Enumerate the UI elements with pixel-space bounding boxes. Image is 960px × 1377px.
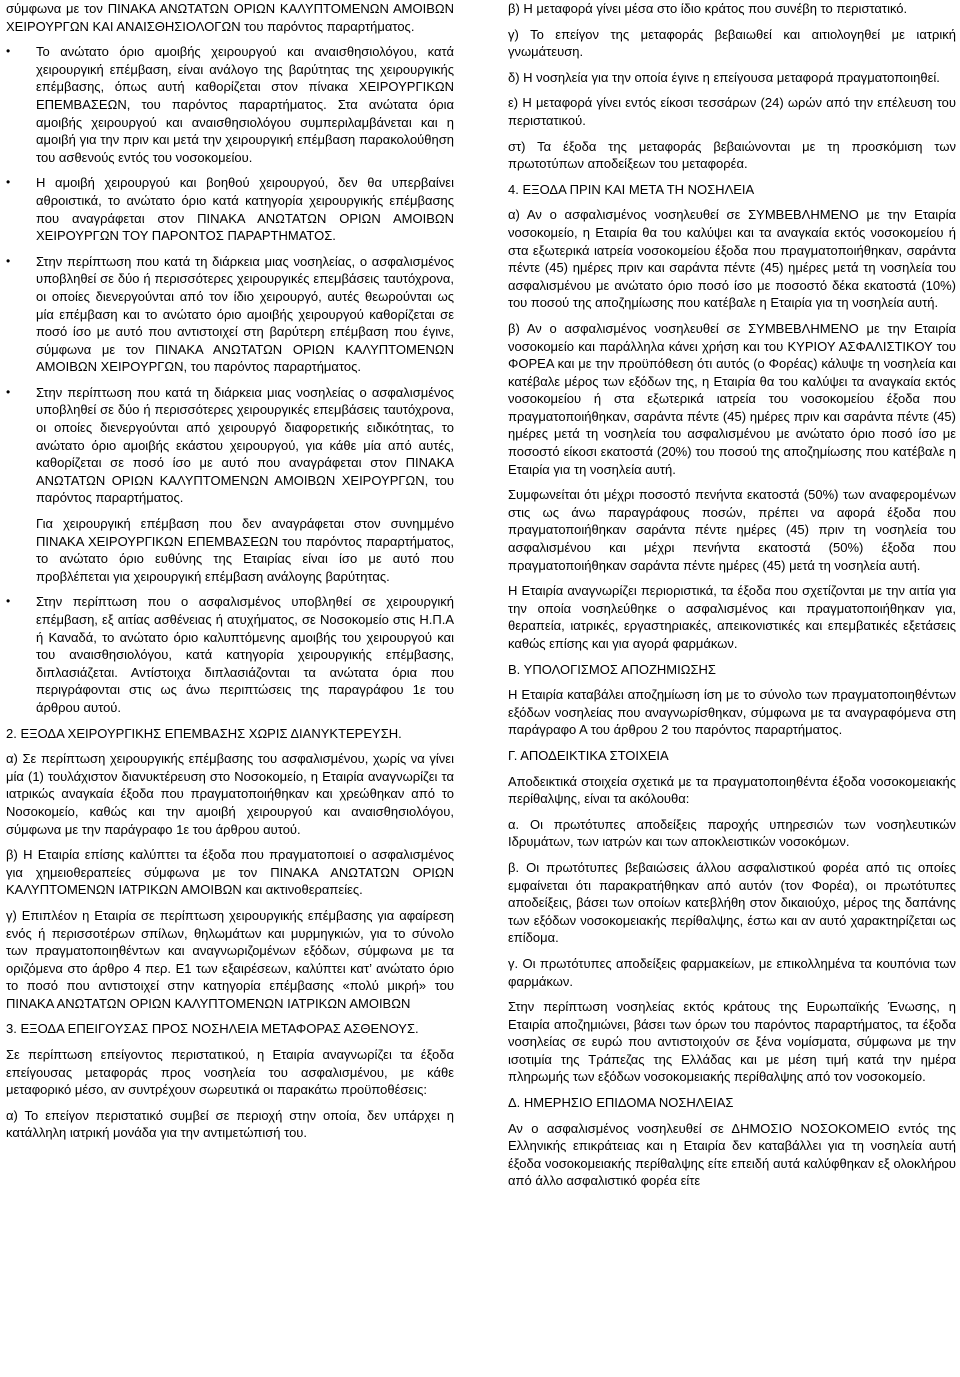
section-g-heading: Γ. ΑΠΟΔΕΙΚΤΙΚΑ ΣΤΟΙΧΕΙΑ	[508, 747, 669, 763]
bullet-continuation: Για χειρουργική επέμβαση που δεν αναγράφεται στον συνημμένο ΠΙΝΑΚΑ ΧΕΙΡΟΥΡΓΙΚΩΝ ΕΠΕΜΒΑΣΕΩΝ του παρόντος παραρτήματος, το ανώτατο όριο ευθύνης της Εταιρίας είναι ίσο με αυτό που προβλέπεται για χειρουργική επέμβαση ανάλογης βαρύτητας.	[36, 516, 454, 584]
section-d-text: Αν ο ασφαλισμένος νοσηλευθεί σε ΔΗΜΟΣΙΟ ΝΟΣΟΚΟΜΕΙΟ εντός της Ελληνικής επικράτειας και η Εταιρία δεν καταβάλλει για τη νοσηλεία αυτή έξοδα νοσοκομειακής περίθαλψης είτε επειδή αυτά καλύφθηκαν εξ ολοκλήρου από άλλο ασφαλιστικό φορέα είτε	[508, 1120, 956, 1189]
section-g-intro: Αποδεικτικά στοιχεία σχετικά με τα πραγματοποιηθέντα έξοδα νοσοκομειακής περίθαλψης, είναι τα ακόλουθα:	[508, 773, 956, 807]
section-g-item-c: γ. Οι πρωτότυπες αποδείξεις φαρμακείων, με επικολλημένα τα κουπόνια των φαρμάκων.	[508, 955, 956, 989]
section-3-item-b: β) Η μεταφορά γίνει μέσα στο ίδιο κράτος που συνέβη το περιστατικό.	[508, 1, 908, 16]
section-b-heading: Β. ΥΠΟΛΟΓΙΣΜΟΣ ΑΠΟΖΗΜΙΩΣΗΣ	[508, 661, 716, 677]
section-d-heading: Δ. ΗΜΕΡΗΣΙΟ ΕΠΙΔΟΜΑ ΝΟΣΗΛΕΙΑΣ	[508, 1095, 734, 1111]
section-b-text: Η Εταιρία καταβάλει αποζημίωση ίση με το σύνολο των πραγματοποιηθέντων εξόδων νοσηλείας που αναγνωρίσθηκαν, σύμφωνα με τα αναγραφόμενα στη παράγραφο Α του άρθρου 2 του παρόντος παραρτήματος.	[508, 687, 956, 738]
section-g-item-b: β. Οι πρωτότυπες βεβαιώσεις άλλου ασφαλιστικού φορέα από τις οποίες εμφαίνεται ότι παρακρατήθηκαν από αυτόν (τον Φορέα), οι πρωτότυπες αποδείξεις, βάσει των οποίων κατεβλήθη στον δικαιούχο, μέρος της δαπάνης των εξόδων νοσοκομειακής περίθαλψης, έστω και αν αυτό χαρακτηρίζεται ως επίδομα.	[508, 859, 956, 946]
bullet-item: • Στην περίπτωση που κατά τη διάρκεια μιας νοσηλείας ο ασφαλισμένος υποβληθεί σε δύο ή περισσότερες χειρουργικές επεμβάσεις ταυτόχρονα, οι οποίες διενεργούνται από χειρουργό διαφορετικής ειδικότητας, το ανώτατο όριο αμοιβής εκάστου χειρουργού, για κάθε μία από αυτές, καθορίζεται σε ποσό ίσο με αυτό που αναγράφεται στον ΠΙΝΑΚΑ ΑΝΩΤΑΤΩΝ ΟΡΙΩΝ ΚΑΛΥΠΤΟΜΕΝΩΝ ΑΜΟΙΒΩΝ ΧΕΙΡΟΥΡΓΩΝ, του παρόντος παραρτήματος.	[6, 384, 454, 507]
section-3-item-d: δ) Η νοσηλεία για την οποία έγινε η επείγουσα μεταφορά πραγματοποιηθεί.	[508, 69, 940, 85]
section-3-item-e: ε) Η μεταφορά γίνει εντός είκοσι τεσσάρων (24) ωρών από την επέλευση του περιστατικού.	[508, 95, 956, 128]
right-column	[508, 0, 956, 1198]
section-4-heading: 4. ΕΞΟΔΑ ΠΡΙΝ ΚΑΙ ΜΕΤΑ ΤΗ ΝΟΣΗΛΕΙΑ	[508, 181, 755, 197]
section-3-heading: 3. ΕΞΟΔΑ ΕΠΕΙΓΟΥΣΑΣ ΠΡΟΣ ΝΟΣΗΛΕΙΑ ΜΕΤΑΦΟΡΑΣ ΑΣΘΕΝΟΥΣ.	[6, 1021, 419, 1037]
section-g-item-a: α. Οι πρωτότυπες αποδείξεις παροχής υπηρεσιών των νοσηλευτικών Ιδρυμάτων, των ιατρών και των απoκλειστικών νοσοκόμων.	[508, 816, 956, 850]
section-3-item-a: α) Το επείγον περιστατικό συμβεί σε περιοχή στην οποία, δεν υπάρχει η κατάλληλη ιατρική μονάδα για την αντιμετώπισή του.	[6, 1107, 454, 1141]
bullet-item: • Στην περίπτωση που κατά τη διάρκεια μιας νοσηλείας, ο ασφαλισμένος υποβληθεί σε δύο ή περισσότερες χειρουργικές επεμβάσεις ταυτόχρονα, οι οποίες διενεργούνται από τον ίδιο χειρουργό, αυτές θεωρούνται ως μία επέμβαση και το ανώτατο όριο αμοιβής χειρουργού καθορίζεται σε ποσό ίσο με αυτό που αντιστοιχεί στη βαρύτερη επέμβαση που έγινε, σύμφωνα με τον ΠΙΝΑΚΑ ΑΝΩΤΑΤΩΝ ΟΡΙΩΝ ΚΑΛΥΠΤΟΜΕΝΩΝ ΑΜΟΙΒΩΝ ΧΕΙΡΟΥΡΓΩΝ, του παρόντος παραρτήματος.	[6, 253, 454, 376]
section-4-item-a: α) Αν ο ασφαλισμένος νοσηλευθεί σε ΣΥΜΒΕΒΛΗΜΕΝΟ με την Εταιρία νοσοκομείο, η Εταιρία θα του καλύψει και τα αναγκαία εκτός νοσοκομείου ή στα εξωτερικά ιατρεία νοσοκομείου έξοδα που πραγματοποιήθηκαν, σαράντα πέντε (45) ημέρες πριν και σαράντα πέντε (45) ημέρες μετά τη νοσηλεία του ασφαλισμένου με ανώτατο όριο ποσό ίσο με ποσοστό δέκα εκατοστά (10%) του ποσού της αποζημίωσης που κατέβαλε η Εταιρία για τη νοσηλεία αυτή.	[508, 207, 956, 311]
intro-paragraph: σύμφωνα με τον ΠΙΝΑΚΑ ΑΝΩΤΑΤΩΝ ΟΡΙΩΝ ΚΑΛΥΠΤΟΜΕΝΩΝ ΑΜΟΙΒΩΝ ΧΕΙΡΟΥΡΓΩΝ ΚΑΙ ΑΝΑΙΣΘΗΣΙΟΛΟΓΩΝ του παρόντος παραρτήματος.	[6, 1, 454, 34]
section-3-item-f: στ) Τα έξοδα της μεταφοράς βεβαιώνονται με τη προσκόμιση των πρωτοτύπων αποδείξεων του μεταφορέα.	[508, 138, 956, 172]
bullet-item: • Στην περίπτωση που ο ασφαλισμένος υποβληθεί σε χειρουργική επέμβαση, εξ αιτίας ασθένειας ή ατυχήματος, σε Νοσοκομείο στις Η.Π.Α ή Καναδά, το ανώτατο όριο καλυπτόμενης αμοιβής του χειρουργού και του αναισθησιολόγου, κατά κατηγορία χειρουργικής επέμβασης, διπλασιάζεται. Αντίστοιχα διπλασιάζονται τα ανώτατα όρια που περιγράφονται στις ως άνω περιπτώσεις της παραγράφου 1ε του άρθρου αυτού.	[6, 593, 454, 716]
section-3-intro: Σε περίπτωση επείγοντος περιστατικού, η Εταιρία αναγνωρίζει τα έξοδα επείγουσας μεταφοράς προς νοσηλεία του ασφαλισμένου, με κάθε μεταφορικό μέσο, αν συντρέχουν σωρευτικά οι παρακάτω προϋποθέσεις:	[6, 1047, 454, 1098]
section-2-item-b: β) Η Εταιρία επίσης καλύπτει τα έξοδα που πραγματοποιεί ο ασφαλισμένος για χημειοθεραπείες σύμφωνα με τον ΠΙΝΑΚΑ ΑΝΩΤΑΤΩΝ ΟΡΙΩΝ ΚΑΛΥΠΤΟΜΕΝΩΝ ΙΑΤΡΙΚΩΝ ΑΜΟΙΒΩΝ και ακτινοθεραπείες.	[6, 847, 454, 898]
section-2-heading: 2. ΕΞΟΔΑ ΧΕΙΡΟΥΡΓΙΚΗΣ ΕΠΕΜΒΑΣΗΣ ΧΩΡΙΣ ΔΙΑΝΥΚΤΕΡΕΥΣΗ.	[6, 725, 402, 741]
section-2-item-c: γ) Επιπλέον η Εταιρία σε περίπτωση χειρουργικής επέμβασης για αφαίρεση ενός ή περισσοτέρων σπίλων, θηλωμάτων και μυρμηγκιών, για το σύνολο των πραγματοποιηθέντων και αναγνωριζομένων εξόδων, σύμφωνα με τα οριζόμενα στο άρθρο 4 περ. Ε1 των εξαιρέσεων, καλύπτει κατ’ ανώτατο όριο το ποσό που αντιστοιχεί στην κατηγορία επέμβασης «πολύ μικρή» του ΠΙΝΑΚΑ ΑΝΩΤΑΤΩΝ ΟΡΙΩΝ ΚΑΛΥΠΤΟΜΕΝΩΝ ΙΑΤΡΙΚΩΝ ΑΜΟΙΒΩΝ	[6, 907, 454, 1011]
section-4-recognition: Η Εταιρία αναγνωρίζει περιοριστικά, τα έξοδα που σχετίζονται με την αιτία για την οποία νοσηλεύθηκε ο ασφαλισμένος και πραγματοποιήθηκαν για, θεραπεία, ιατρικές, εργαστηριακές, απεικονιστικές και επεμβατικές εξετάσεις καθώς επίσης και για αγορά φαρμάκων.	[508, 583, 956, 651]
section-g-foreign-exchange: Στην περίπτωση νοσηλείας εκτός κράτους της Ευρωπαϊκής Ένωσης, η Εταιρία αποζημιώνει, βάσει των όρων του παρόντος παραρτήματος, τα έξοδα νοσηλείας σε ευρώ που αντιστοιχούν σε ξένα νομίσματα, σύμφωνα με την ισοτιμία της Τράπεζας της Ελλάδας και με μέση τιμή κατά την ημέρα πληρωμής των εξόδων νοσοκομειακής περίθαλψης από τον νοσοκομείο.	[508, 999, 956, 1085]
section-2-item-a: α) Σε περίπτωση χειρουργικής επέμβασης του ασφαλισμένου, χωρίς να γίνει μία (1) τουλάχιστον διανυκτέρευση στο Νοσοκομείο, η Εταιρία αναγνωρίζει τα ιατρικώς αναγκαία έξοδα που πραγματοποιήθηκαν και χρεώθηκαν από το Νοσοκομείο, καθώς και την αμοιβή χειρουργού και αναισθησιολόγου, σύμφωνα με την παράγραφο 1ε του άρθρου αυτού.	[6, 751, 454, 837]
section-4-item-b: β) Αν ο ασφαλισμένος νοσηλευθεί σε ΣΥΜΒΕΒΛΗΜΕΝΟ με την Εταιρία νοσοκομείο και παράλληλα κάνει χρήση και του ΚΥΡΙΟΥ ΑΣΦΑΛΙΣΤΙΚΟΥ του ΦΟΡΕΑ και με την προϋπόθεση ότι αυτός (ο Φορέας) κάλυψε τη νοσηλεία και κατέβαλε μέρος των εξόδων της, η Εταιρία θα του καλύψει τα αναγκαία εκτός νοσοκομείου ή στα εξωτερικά ιατρεία του νοσοκομείου έξοδα που πραγματοποιήθηκαν, σαράντα πέντε (45) ημέρες πριν και σαράντα πέντε (45) ημέρες μετά τη νοσηλεία του ασφαλισμένου με ανώτατο όριο ποσό ίσο με ποσοστό είκοσι εκατοστά (20%) του ποσού της αποζημίωσης που κατέβαλε η Εταιρία για τη νοσηλεία αυτή.	[508, 320, 956, 477]
bullet-item: • Το ανώτατο όριο αμοιβής χειρουργού και αναισθησιολόγου, κατά χειρουργική επέμβαση, είναι ανάλογο της βαρύτητας της χειρουργικής επέμβασης, όπως αυτή καθορίζεται στον πίνακα ΧΕΙΡΟΥΡΓΙΚΩΝ ΕΠΕΜΒΑΣΕΩΝ, του παρόντος παραρτήματος. Στα ανώτατα όρια αμοιβής χειρουργού και αναισθησιολόγου συμπεριλαμβάνεται και η αμοιβή για την πριν και μετά την χειρουργική επέμβαση παρακολούθηση του ασθενούς εντός του νοσοκομείου.	[6, 43, 454, 166]
bullet-item: • Η αμοιβή χειρουργού και βοηθού χειρουργού, δεν θα υπερβαίνει αθροιστικά, το ανώτατο όριο κατά κατηγορία χειρουργικής επέμβασης που αναγράφεται στον ΠΙΝΑΚΑ ΑΝΩΤΑΤΩΝ ΟΡΙΩΝ ΑΜΟΙΒΩΝ ΧΕΙΡΟΥΡΓΩΝ ΤΟΥ ΠΑΡΟΝΤΟΣ ΠΑΡΑΡΤΗΜΑΤΟΣ.	[6, 174, 454, 244]
bullet-list-2	[6, 593, 454, 716]
section-3-item-c: γ) Το επείγον της μεταφοράς βεβαιωθεί και αιτιολογηθεί με ιατρική γνωμάτευση.	[508, 26, 956, 60]
section-4-agreement: Συμφωνείται ότι μέχρι ποσοστό πενήντα εκατοστά (50%) των αναφερομένων στις ως άνω παραγράφους ποσών, πρέπει να αφορά έξοδα που πραγματοποιήθηκαν σαράντα πέντε ημέρες (45) πριν τη νοσηλεία του ασφαλισμένου και μέχρι πενήντα εκατοστά (50%) έξοδα που πραγματοποιήθηκαν σαράντα πέντε ημέρες (45) μετά τη νοσηλεία αυτή.	[508, 487, 956, 573]
left-column	[6, 0, 454, 1150]
bullet-list	[6, 43, 454, 507]
